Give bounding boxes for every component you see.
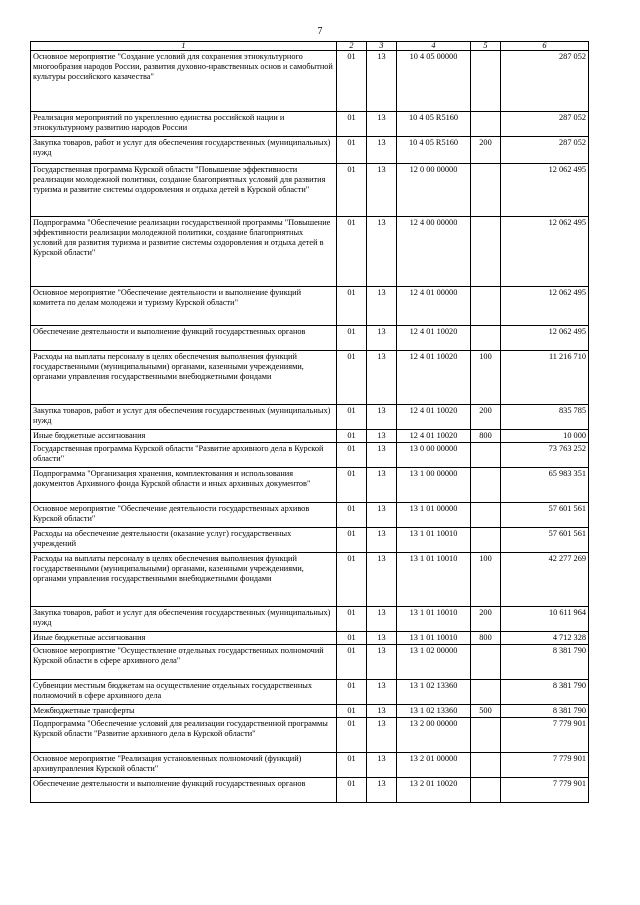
- row-target-item-code: 13 0 00 00000: [397, 443, 471, 468]
- row-section-code: 01: [337, 718, 367, 753]
- row-target-item-code: 13 1 01 10010: [397, 528, 471, 553]
- table-row: [31, 287, 589, 326]
- column-header-expense-type: 5: [471, 42, 501, 51]
- row-subsection-code: 13: [367, 443, 397, 468]
- row-description: Расходы на выплаты персоналу в целях обеспечения выполнения функций государственными (муниципальными) органами, казенными учреждениями, органами управления государственными внебюджетными фондами: [31, 351, 337, 405]
- row-description: Основное мероприятие "Обеспечение деятельности и выполнение функций комитета по делам молодежи и туризму Курской области": [31, 287, 337, 326]
- row-description: Закупка товаров, работ и услуг для обеспечения государственных (муниципальных) нужд: [31, 405, 337, 430]
- row-amount: 11 216 710: [501, 351, 589, 405]
- budget-table: [30, 41, 589, 803]
- row-amount: 57 601 561: [501, 528, 589, 553]
- row-description: Основное мероприятие "Реализация установленных полномочий (функций) архивуправления Курской области": [31, 753, 337, 778]
- row-expense-type-code: [471, 718, 501, 753]
- row-amount: 7 779 901: [501, 718, 589, 753]
- row-target-item-code: 13 1 01 10010: [397, 607, 471, 632]
- table-row: [31, 553, 589, 607]
- row-amount: 12 062 495: [501, 217, 589, 287]
- column-header-subsection: 3: [367, 42, 397, 51]
- row-amount: 4 712 328: [501, 632, 589, 645]
- row-subsection-code: 13: [367, 430, 397, 443]
- row-subsection-code: 13: [367, 137, 397, 164]
- row-expense-type-code: [471, 287, 501, 326]
- row-subsection-code: 13: [367, 503, 397, 528]
- row-expense-type-code: [471, 468, 501, 503]
- row-section-code: 01: [337, 443, 367, 468]
- row-section-code: 01: [337, 287, 367, 326]
- row-target-item-code: 13 2 01 00000: [397, 753, 471, 778]
- row-target-item-code: 13 1 02 13360: [397, 705, 471, 718]
- row-amount: 42 277 269: [501, 553, 589, 607]
- row-description: Обеспечение деятельности и выполнение функций государственных органов: [31, 326, 337, 351]
- row-description: Подпрограмма "Обеспечение условий для реализации государственной программы Курской области "Развитие архивного дела в Курской области": [31, 718, 337, 753]
- row-target-item-code: 13 1 00 00000: [397, 468, 471, 503]
- row-amount: 10 000: [501, 430, 589, 443]
- table-row: [31, 137, 589, 164]
- table-header-row: [31, 42, 589, 51]
- row-expense-type-code: [471, 680, 501, 705]
- row-subsection-code: 13: [367, 405, 397, 430]
- row-section-code: 01: [337, 753, 367, 778]
- row-target-item-code: 13 2 01 10020: [397, 778, 471, 803]
- table-row: [31, 705, 589, 718]
- row-section-code: 01: [337, 430, 367, 443]
- row-subsection-code: 13: [367, 287, 397, 326]
- row-subsection-code: 13: [367, 778, 397, 803]
- row-amount: 287 052: [501, 137, 589, 164]
- row-section-code: 01: [337, 51, 367, 112]
- row-expense-type-code: 800: [471, 430, 501, 443]
- table-row: [31, 351, 589, 405]
- row-description: Иные бюджетные ассигнования: [31, 430, 337, 443]
- row-section-code: 01: [337, 503, 367, 528]
- row-expense-type-code: 200: [471, 405, 501, 430]
- row-description: Подпрограмма "Обеспечение реализации государственной программы "Повышение эффективности реализации молодежной политики, создание благоприятных условий для развития туризма и развитие системы оздоровления и отдыха детей в Курской области": [31, 217, 337, 287]
- row-subsection-code: 13: [367, 553, 397, 607]
- row-description: Государственная программа Курской области "Повышение эффективности реализации молодежной политики, создание благоприятных условий для развития туризма и развитие системы оздоровления и отдыха детей в Курской области": [31, 164, 337, 217]
- table-row: [31, 430, 589, 443]
- row-expense-type-code: 800: [471, 632, 501, 645]
- row-amount: 287 052: [501, 112, 589, 137]
- row-section-code: 01: [337, 217, 367, 287]
- row-expense-type-code: [471, 112, 501, 137]
- table-row: [31, 112, 589, 137]
- row-description: Иные бюджетные ассигнования: [31, 632, 337, 645]
- row-description: Закупка товаров, работ и услуг для обеспечения государственных (муниципальных) нужд: [31, 137, 337, 164]
- table-row: [31, 326, 589, 351]
- row-description: Основное мероприятие "Создание условий для сохранения этнокультурного многообразия народов России, развития духовно-нравственных основ и самобытной культуры российского казачества": [31, 51, 337, 112]
- table-row: [31, 680, 589, 705]
- row-expense-type-code: 100: [471, 351, 501, 405]
- row-expense-type-code: 200: [471, 607, 501, 632]
- row-section-code: 01: [337, 112, 367, 137]
- row-subsection-code: 13: [367, 51, 397, 112]
- row-amount: 287 052: [501, 51, 589, 112]
- row-target-item-code: 13 1 02 00000: [397, 645, 471, 680]
- row-section-code: 01: [337, 680, 367, 705]
- table-row: [31, 753, 589, 778]
- row-subsection-code: 13: [367, 680, 397, 705]
- row-subsection-code: 13: [367, 632, 397, 645]
- table-row: [31, 164, 589, 217]
- row-subsection-code: 13: [367, 705, 397, 718]
- row-target-item-code: 12 0 00 00000: [397, 164, 471, 217]
- row-amount: 57 601 561: [501, 503, 589, 528]
- table-row: [31, 405, 589, 430]
- row-target-item-code: 13 2 00 00000: [397, 718, 471, 753]
- row-subsection-code: 13: [367, 112, 397, 137]
- row-section-code: 01: [337, 632, 367, 645]
- row-target-item-code: 12 4 01 10020: [397, 326, 471, 351]
- column-header-amount: 6: [501, 42, 589, 51]
- table-row: [31, 443, 589, 468]
- row-target-item-code: 13 1 01 10010: [397, 553, 471, 607]
- row-amount: 8 381 790: [501, 680, 589, 705]
- row-target-item-code: 10 4 05 R5160: [397, 112, 471, 137]
- row-expense-type-code: 200: [471, 137, 501, 164]
- row-description: Основное мероприятие "Обеспечение деятельности государственных архивов Курской области": [31, 503, 337, 528]
- table-row: [31, 607, 589, 632]
- row-target-item-code: 12 4 01 00000: [397, 287, 471, 326]
- row-target-item-code: 12 4 01 10020: [397, 405, 471, 430]
- row-section-code: 01: [337, 137, 367, 164]
- row-target-item-code: 13 1 01 00000: [397, 503, 471, 528]
- table-row: [31, 645, 589, 680]
- row-subsection-code: 13: [367, 607, 397, 632]
- row-expense-type-code: [471, 443, 501, 468]
- row-section-code: 01: [337, 164, 367, 217]
- row-expense-type-code: [471, 326, 501, 351]
- row-subsection-code: 13: [367, 326, 397, 351]
- row-amount: 835 785: [501, 405, 589, 430]
- row-section-code: 01: [337, 528, 367, 553]
- row-subsection-code: 13: [367, 645, 397, 680]
- row-amount: 8 381 790: [501, 705, 589, 718]
- row-target-item-code: 12 4 00 00000: [397, 217, 471, 287]
- row-amount: 65 983 351: [501, 468, 589, 503]
- row-description: Межбюджетные трансферты: [31, 705, 337, 718]
- row-section-code: 01: [337, 405, 367, 430]
- table-row: [31, 718, 589, 753]
- row-expense-type-code: 100: [471, 553, 501, 607]
- row-expense-type-code: [471, 164, 501, 217]
- row-section-code: 01: [337, 645, 367, 680]
- row-subsection-code: 13: [367, 753, 397, 778]
- row-subsection-code: 13: [367, 718, 397, 753]
- row-description: Основное мероприятие "Осуществление отдельных государственных полномочий Курской области в сфере архивного дела": [31, 645, 337, 680]
- column-header-target-item: 4: [397, 42, 471, 51]
- row-amount: 7 779 901: [501, 753, 589, 778]
- row-description: Обеспечение деятельности и выполнение функций государственных органов: [31, 778, 337, 803]
- row-expense-type-code: 500: [471, 705, 501, 718]
- row-amount: 7 779 901: [501, 778, 589, 803]
- row-amount: 12 062 495: [501, 164, 589, 217]
- table-row: [31, 51, 589, 112]
- table-row: [31, 503, 589, 528]
- row-section-code: 01: [337, 553, 367, 607]
- row-target-item-code: 13 1 02 13360: [397, 680, 471, 705]
- row-section-code: 01: [337, 607, 367, 632]
- row-target-item-code: 10 4 05 R5160: [397, 137, 471, 164]
- table-row: [31, 778, 589, 803]
- row-target-item-code: 12 4 01 10020: [397, 351, 471, 405]
- row-target-item-code: 12 4 01 10020: [397, 430, 471, 443]
- row-description: Расходы на выплаты персоналу в целях обеспечения выполнения функций государственными (муниципальными) органами, казенными учреждениями, органами управления государственными внебюджетными фондами: [31, 553, 337, 607]
- row-description: Расходы на обеспечение деятельности (оказание услуг) государственных учреждений: [31, 528, 337, 553]
- row-subsection-code: 13: [367, 164, 397, 217]
- row-description: Подпрограмма "Организация хранения, комплектования и использования документов Архивного фонда Курской области и иных архивных документов": [31, 468, 337, 503]
- column-header-name: 1: [31, 42, 337, 51]
- table-row: [31, 468, 589, 503]
- row-amount: 12 062 495: [501, 287, 589, 326]
- row-description: Государственная программа Курской области "Развитие архивного дела в Курской области": [31, 443, 337, 468]
- row-subsection-code: 13: [367, 468, 397, 503]
- row-target-item-code: 10 4 05 00000: [397, 51, 471, 112]
- row-amount: 12 062 495: [501, 326, 589, 351]
- row-section-code: 01: [337, 326, 367, 351]
- row-subsection-code: 13: [367, 351, 397, 405]
- row-expense-type-code: [471, 645, 501, 680]
- row-description: Реализация мероприятий по укреплению единства российской нации и этнокультурному развитию народов России: [31, 112, 337, 137]
- row-description: Субвенции местным бюджетам на осуществление отдельных государственных полномочий в сфере архивного дела: [31, 680, 337, 705]
- row-subsection-code: 13: [367, 528, 397, 553]
- row-expense-type-code: [471, 528, 501, 553]
- row-expense-type-code: [471, 51, 501, 112]
- row-section-code: 01: [337, 778, 367, 803]
- row-amount: 73 763 252: [501, 443, 589, 468]
- row-amount: 10 611 964: [501, 607, 589, 632]
- column-header-section: 2: [337, 42, 367, 51]
- table-row: [31, 632, 589, 645]
- row-description: Закупка товаров, работ и услуг для обеспечения государственных (муниципальных) нужд: [31, 607, 337, 632]
- row-target-item-code: 13 1 01 10010: [397, 632, 471, 645]
- row-expense-type-code: [471, 753, 501, 778]
- row-section-code: 01: [337, 705, 367, 718]
- row-section-code: 01: [337, 468, 367, 503]
- row-subsection-code: 13: [367, 217, 397, 287]
- row-section-code: 01: [337, 351, 367, 405]
- table-row: [31, 528, 589, 553]
- row-amount: 8 381 790: [501, 645, 589, 680]
- row-expense-type-code: [471, 217, 501, 287]
- table-row: [31, 217, 589, 287]
- page-number: 7: [317, 26, 323, 37]
- row-expense-type-code: [471, 778, 501, 803]
- row-expense-type-code: [471, 503, 501, 528]
